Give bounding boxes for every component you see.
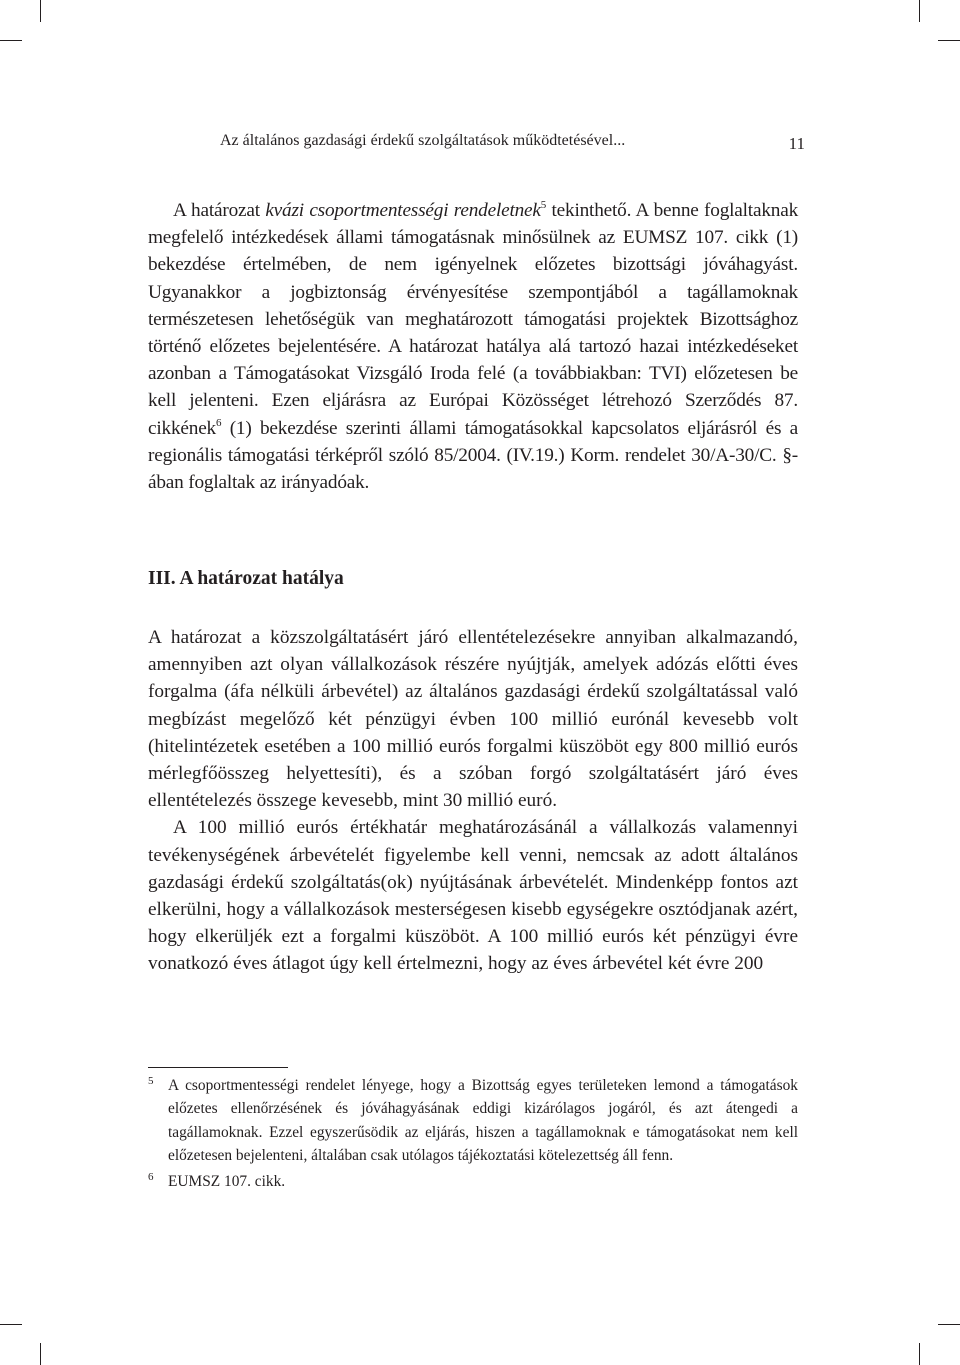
crop-mark [40,1343,41,1365]
crop-mark [938,40,960,41]
body-text-top [148,197,798,496]
section-title: III. A határozat hatálya [148,568,344,589]
paragraph: A 100 millió eurós értékhatár meghatározásánál a vállalkozás valamennyi tevékenységének árbevételét figyelembe kell venni, nemcsak az adott általános gazdasági érdekű szolgáltatás(ok) nyújtásának árbevételét. Mindenképp fontos azt elkerülni, hogy a vállalkozások mesterségesen kisebb egységekre osztódjanak azért, hogy elkerüljék ezt a forgalmi küszöböt. A 100 millió eurós két pénzügyi évre vonatkozó éves átlagot úgy kell értelmezni, hogy az éves árbevétel két évre 200 [148,817,798,975]
footnote [148,1170,798,1193]
paragraph [148,197,798,496]
text-run: tekinthető. A benne foglaltaknak megfelelő intézkedések állami támogatásnak minősülnek az EUMSZ 107. cikk (1) bekezdése értelmében, de nem igényelnek előzetes bizottsági jóváhagyást. Ugyanakkor a jogbiztonság érvényesítése szempontjából a tagállamoknak természetesen lehetőségük van meghatározott támogatási projektek Bizottsághoz történő előzetes bejelentésére. A határozat hatálya alá tartozó hazai intézkedéseket azonban a Támogatásokat Vizsgáló Iroda felé (a továbbiakban: TVI) előzetesen be kell jelenteni. Ezen eljárásra az Európai Közösséget létrehozó Szerződés 87. cikkének [148,200,799,439]
text-run: A határozat [173,200,266,221]
italic-term: kvázi csoportmentességi rendeletnek [265,200,541,221]
crop-mark [40,0,41,22]
footnote-number: 6 [148,1171,154,1184]
crop-mark [0,1324,22,1325]
footnote-ref: 6 [216,416,222,429]
footnote-divider [148,1067,288,1068]
footnote-text: EUMSZ 107. cikk. [168,1173,286,1191]
text-run: (1) bekezdése szerinti állami támogatásokkal kapcsolatos eljárásról és a regionális támogatási térképről szóló 85/2004. (IV.19.) Korm. rendelet 30/A-30/C. §-ában foglaltak az irányadóak. [148,417,798,494]
page-number: 11 [788,134,805,153]
crop-mark [919,0,920,22]
footnote-number: 5 [148,1075,154,1087]
running-head: Az általános gazdasági érdekű szolgáltatások működtetésével... [220,132,626,149]
crop-mark [938,1324,960,1325]
body-text-section [148,624,798,978]
footnote-text: A csoportmentességi rendelet lényege, hogy a Bizottság egyes területeken lemond a támogatások előzetes ellenőrzésének és jóváhagyásának eddigi kizárólagos jogáról, és azt átengedi a tagállamoknak. Ezzel egyszerűsödik az eljárás, hiszen a tagállamoknak e támogatásokat nem kell előzetesen bejelenteni, általában csak utólagos tájékoztatási kötelezettség áll fenn. [168,1077,798,1164]
paragraph: A határozat a közszolgáltatásért járó ellentételezésekre annyiban alkalmazandó, amennyiben azt olyan vállalkozások részére nyújtják, amelyek adózás előtti éves forgalma (áfa nélküli árbevétel) az általános gazdasági érdekű szolgáltatással való megbízást megelőző két pénzügyi évben 100 millió eurónál kevesebb volt (hitelintézetek esetében a 100 millió eurós forgalmi küszöböt egy 800 millió eurós mérlegfőösszeg helyettesíti), és a szóban forgó szolgáltatásért járó éves ellentételezés összege kevesebb, mint 30 millió euró. [148,627,798,812]
footnotes [148,1074,798,1193]
footnote [148,1074,798,1167]
crop-mark [919,1343,920,1365]
page-header [220,132,805,162]
footnote-ref: 5 [540,199,547,211]
crop-mark [0,40,22,41]
